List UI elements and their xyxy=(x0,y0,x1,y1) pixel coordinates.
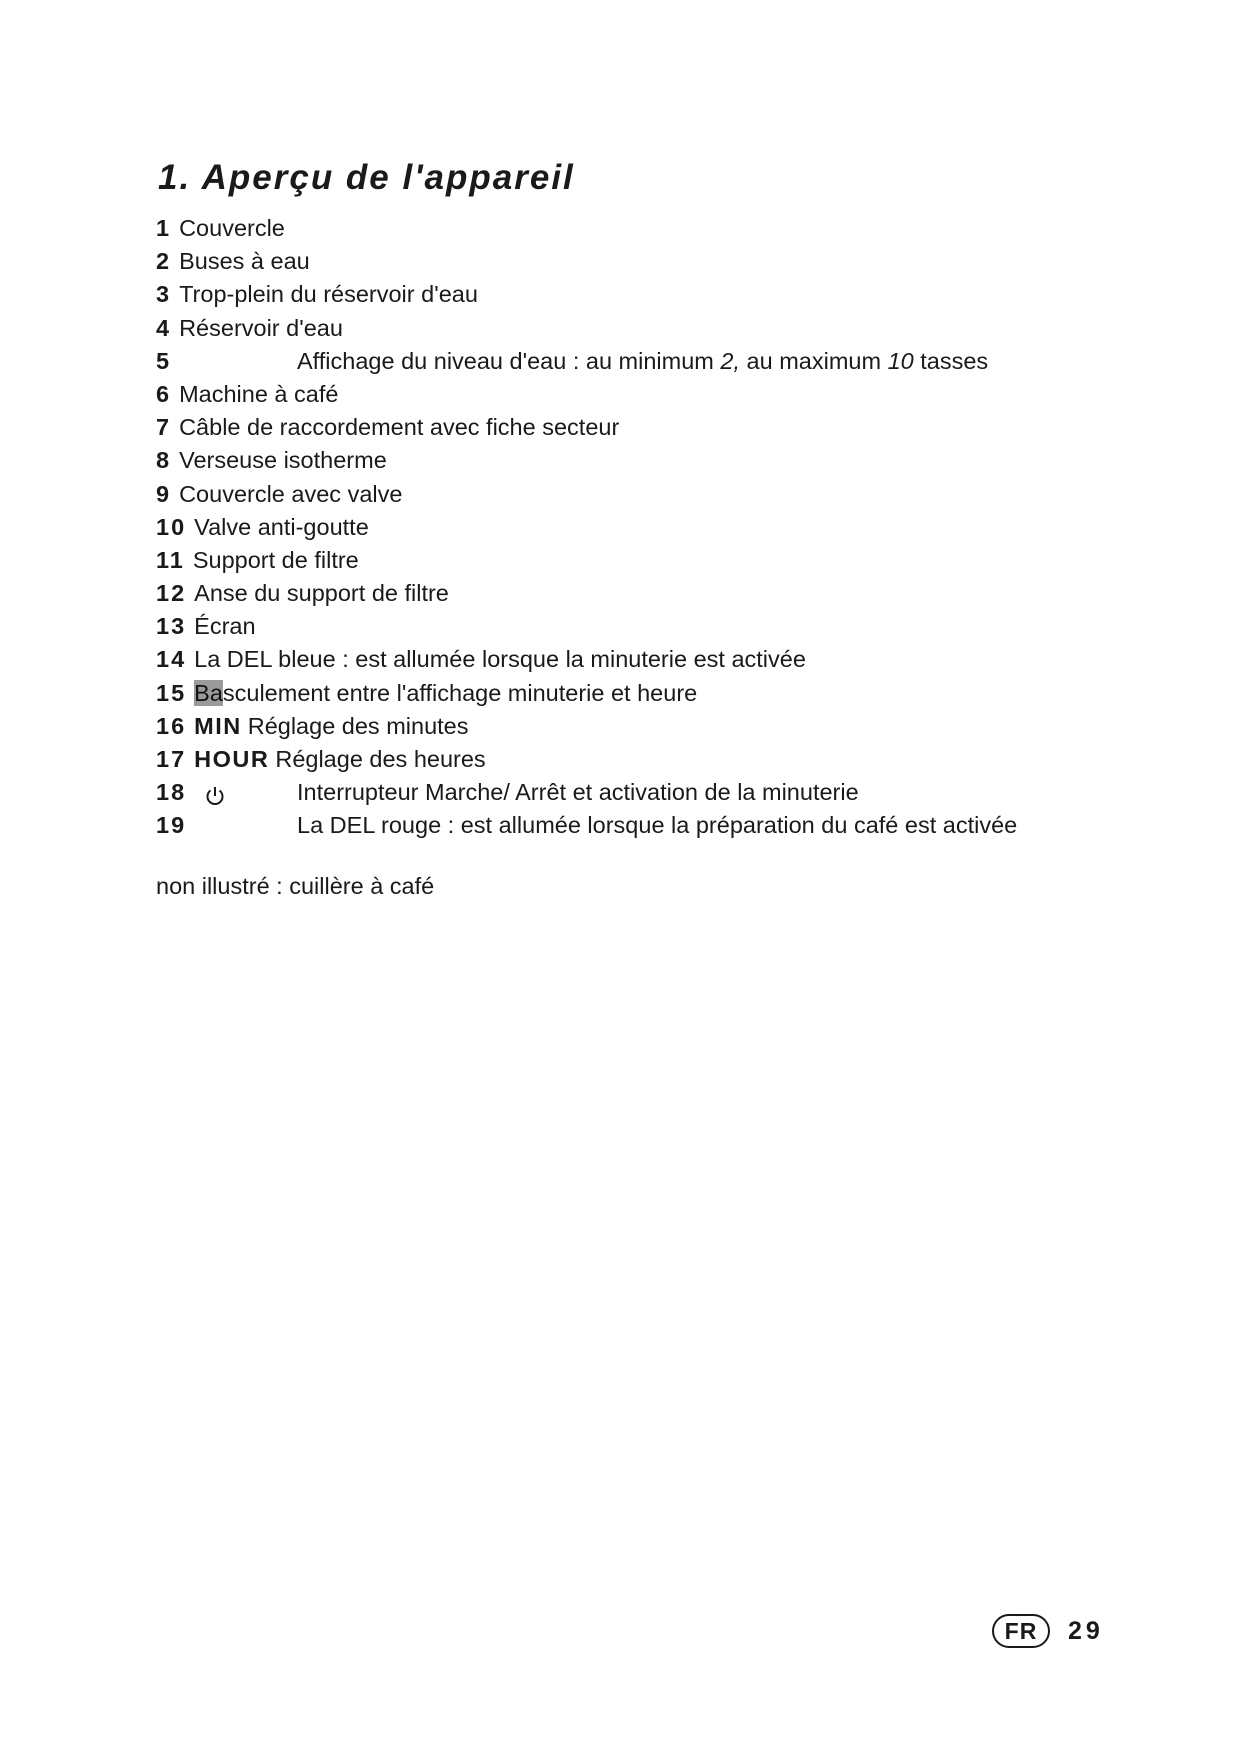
item-text: Réservoir d'eau xyxy=(179,314,343,341)
item-number: 14 xyxy=(156,646,187,673)
max-cups: 10 xyxy=(887,347,914,374)
item-text: La DEL bleue : est allumée lorsque la minuterie est activée xyxy=(194,646,806,673)
item-number: 8 xyxy=(156,447,172,474)
component-list xyxy=(156,212,1018,843)
item-number: 5 xyxy=(156,347,172,374)
item-number: 13 xyxy=(156,613,187,640)
item-text: Couvercle xyxy=(179,215,285,241)
list-item xyxy=(156,411,806,444)
list-item xyxy=(156,577,806,610)
item-number: 6 xyxy=(156,380,172,407)
list-item xyxy=(156,610,806,643)
item-text xyxy=(297,345,988,378)
list-item xyxy=(156,743,806,776)
item-text: Écran xyxy=(194,613,256,640)
item-text: Câble de raccordement avec fiche secteur xyxy=(179,414,620,441)
list-item xyxy=(156,643,806,676)
item-text: Couvercle avec valve xyxy=(179,480,403,507)
item-text: Réglage des heures xyxy=(275,746,486,772)
item-number: 9 xyxy=(156,480,172,507)
item-number: 18 xyxy=(156,779,187,806)
item-text: sculement entre l'affichage minuterie et heure xyxy=(222,679,698,706)
item-text: Machine à café xyxy=(179,380,339,407)
list-item xyxy=(156,544,806,577)
item-text: Verseuse isotherme xyxy=(179,447,387,474)
item-number: 4 xyxy=(156,314,172,341)
item-text-part: au maximum xyxy=(740,347,888,374)
list-item xyxy=(156,378,806,411)
min-cups: 2, xyxy=(720,347,740,374)
page-title: 1. Aperçu de l'appareil xyxy=(158,158,575,197)
item-number: 2 xyxy=(156,248,172,275)
list-item xyxy=(156,511,806,544)
list-item xyxy=(156,444,806,477)
item-number: 15 xyxy=(156,679,187,706)
item-text: La DEL rouge : est allumée lorsque la préparation du café est activée xyxy=(297,812,1018,839)
item-text: Valve anti-goutte xyxy=(194,513,369,540)
item-text-part: Affichage du niveau d'eau : au minimum xyxy=(297,347,721,374)
item-text-part: tasses xyxy=(913,347,989,374)
item-keyword: HOUR xyxy=(194,746,270,772)
item-number: 1 xyxy=(156,215,172,241)
list-item xyxy=(156,776,859,809)
item-number: 19 xyxy=(156,812,187,839)
list-item xyxy=(156,278,806,311)
highlighted-text: Ba xyxy=(194,679,223,706)
item-number: 12 xyxy=(156,580,187,607)
item-number: 16 xyxy=(156,712,187,739)
item-text: Trop-plein du réservoir d'eau xyxy=(179,281,478,308)
item-keyword: MIN xyxy=(194,712,242,739)
page-number: 29 xyxy=(1068,1616,1104,1645)
list-item xyxy=(156,809,1018,842)
item-number: 17 xyxy=(156,746,187,772)
language-badge: FR xyxy=(992,1614,1050,1648)
item-text: Anse du support de filtre xyxy=(194,580,449,607)
item-number: 3 xyxy=(156,281,172,308)
item-text: Interrupteur Marche/ Arrêt et activation de la minuterie xyxy=(297,779,859,806)
footnote: non illustré : cuillère à café xyxy=(156,873,435,899)
item-text: Buses à eau xyxy=(179,248,310,275)
list-item xyxy=(156,677,806,710)
list-item xyxy=(156,710,806,743)
list-item xyxy=(156,478,806,511)
item-text: Réglage des minutes xyxy=(247,712,469,739)
list-item xyxy=(156,212,806,245)
list-item xyxy=(156,345,989,378)
item-text: Support de filtre xyxy=(192,546,359,573)
power-icon xyxy=(204,783,226,805)
item-number: 7 xyxy=(156,414,172,441)
item-number: 10 xyxy=(156,513,187,540)
page-footer xyxy=(992,1614,1104,1648)
list-item xyxy=(156,312,806,345)
item-number: 11 xyxy=(156,546,185,573)
list-item xyxy=(156,245,806,278)
